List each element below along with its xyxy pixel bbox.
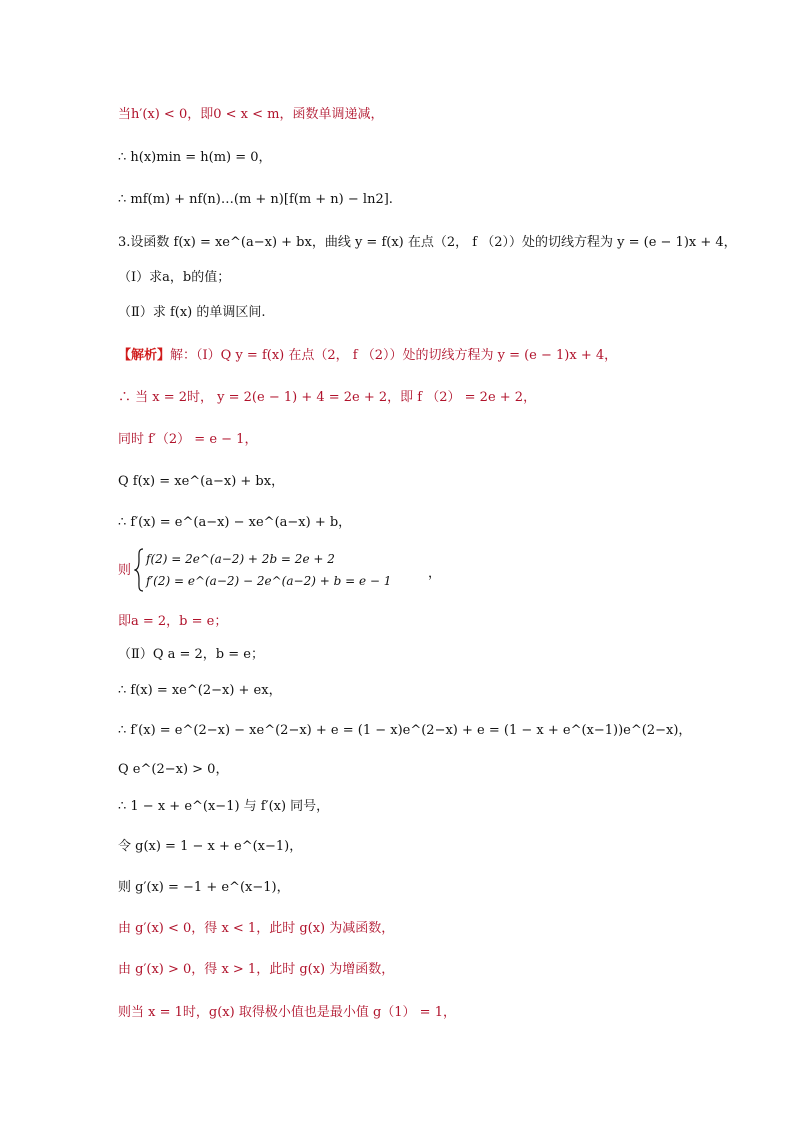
line-text: 当h′(x) < 0，即0 < x < m，函数单调递减， xyxy=(118,107,384,122)
line-text: Q f(x) = xe^(a−x) + bx， xyxy=(118,474,285,489)
left-brace-icon xyxy=(134,548,144,592)
line-text: ∴ f′(x) = e^(2−x) − xe^(2−x) + e = (1 − x)e^(2−x) + e = (1 − x + e^(x−1))e^(2−x)， xyxy=(118,723,692,738)
line-text: ∴ mf(m) + nf(n)…(m + n)[f(m + n) − ln2]. xyxy=(118,192,393,207)
line-text: ∴ 当 x = 2时， y = 2(e − 1) + 4 = 2e + 2，即 f （2） = 2e + 2， xyxy=(118,390,537,405)
text-line-l13 xyxy=(118,645,264,665)
text-line-l4 xyxy=(118,233,737,253)
line-text: ∴ 1 − x + e^(x−1) 与 f′(x) 同号， xyxy=(118,799,330,814)
text-line-l18 xyxy=(118,837,302,857)
text-line-l21 xyxy=(118,960,394,980)
system-lead: 则 xyxy=(118,563,132,578)
line-text: 3.设函数 f(x) = xe^(a−x) + bx，曲线 y = f(x) 在点（2， f （2））处的切线方程为 y = (e − 1)x + 4， xyxy=(118,235,737,250)
text-line-l3 xyxy=(118,190,393,210)
line-text: ∴ f(x) = xe^(2−x) + ex， xyxy=(118,683,282,698)
line-text: 则 g′(x) = −1 + e^(x−1)， xyxy=(118,880,290,895)
text-line-l12 xyxy=(118,612,227,632)
text-line-l16 xyxy=(118,760,228,780)
line-text: （Ⅱ）Q a = 2，b = e； xyxy=(118,647,264,662)
line-text: 则当 x = 1时，g(x) 取得极小值也是最小值 g（1） = 1， xyxy=(118,1005,456,1020)
line-text: 即a = 2，b = e； xyxy=(118,614,228,629)
text-line-l17 xyxy=(118,797,329,817)
text-line-l1 xyxy=(118,105,383,125)
text-line-l20 xyxy=(118,919,394,939)
line-text: 解：（Ⅰ）Q y = f(x) 在点（2， f （2））处的切线方程为 y = (e − 1)x + 4， xyxy=(170,348,618,363)
text-line-l6 xyxy=(118,303,266,323)
system-equation-2: f′(2) = e^(a−2) − 2e^(a−2) + b = e − 1 xyxy=(146,574,392,588)
line-text: 令 g(x) = 1 − x + e^(x−1)， xyxy=(118,839,303,854)
text-line-l7 xyxy=(118,346,617,366)
line-text: ∴ h(x)min = h(m) = 0， xyxy=(118,150,272,165)
text-line-l10 xyxy=(118,472,284,492)
line-text: （Ⅰ）求a，b的值； xyxy=(118,270,231,285)
line-text: 由 g′(x) < 0，得 x < 1，此时 g(x) 为减函数， xyxy=(118,921,395,936)
text-line-l14 xyxy=(118,681,282,701)
text-line-l15 xyxy=(118,721,691,741)
line-text: Q e^(2−x) > 0， xyxy=(118,762,229,777)
line-text: （Ⅱ）求 f(x) 的单调区间. xyxy=(118,305,266,320)
analysis-tag: 【解析】 xyxy=(118,348,171,363)
line-text: 同时 f′（2） = e − 1， xyxy=(118,432,258,447)
text-line-l8 xyxy=(118,388,536,408)
line-text: 由 g′(x) > 0，得 x > 1，此时 g(x) 为增函数， xyxy=(118,962,395,977)
line-text: ∴ f′(x) = e^(a−x) − xe^(a−x) + b， xyxy=(118,515,352,530)
text-line-l5 xyxy=(118,268,230,288)
text-line-l2 xyxy=(118,148,272,168)
text-line-l9 xyxy=(118,430,257,450)
system-tail: ， xyxy=(428,566,442,581)
text-line-l19 xyxy=(118,878,290,898)
text-line-l22 xyxy=(118,1003,456,1023)
system-equation-1: f(2) = 2e^(a−2) + 2b = 2e + 2 xyxy=(146,552,335,566)
text-line-l11 xyxy=(118,513,351,533)
